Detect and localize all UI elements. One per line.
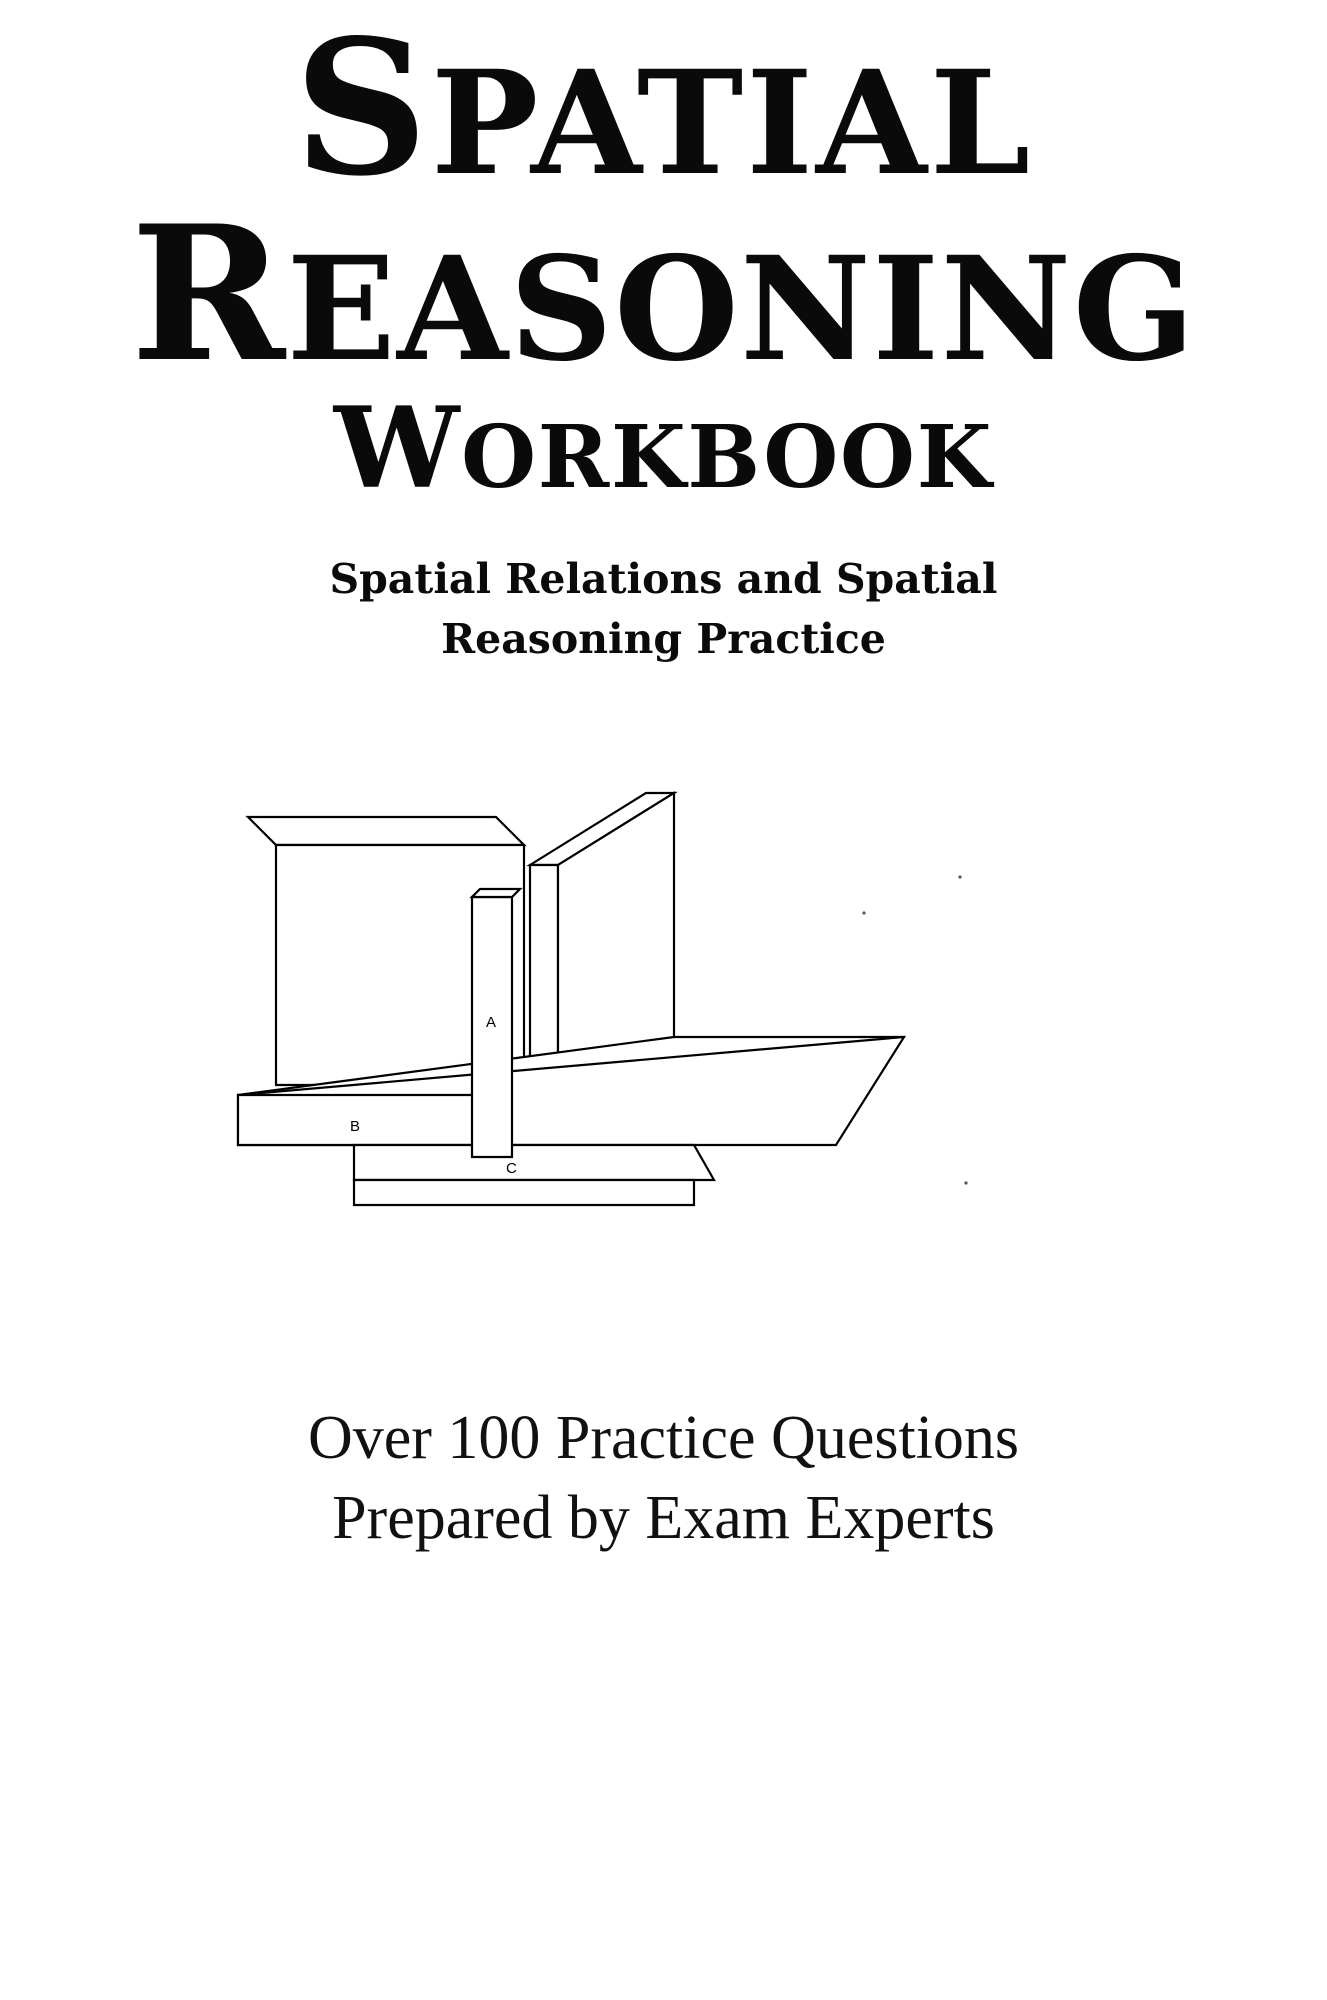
title-block (0, 0, 1327, 514)
cover-footer-line-1: Over 100 Practice Questions (307, 1404, 1020, 1473)
lower-plate-top-face (354, 1145, 714, 1180)
isometric-block-assembly-illustration (224, 765, 1104, 1285)
speckle-dot (964, 1182, 967, 1185)
left-block-top-face (248, 817, 524, 845)
cover-title-line-3 (0, 382, 1327, 514)
figure-label-a: A (485, 1014, 496, 1032)
cover-subtitle-line-1: Spatial Relations and Spatial (329, 555, 998, 604)
cover-subtitle (234, 550, 1094, 669)
cover-title-line-1 (0, 0, 1327, 217)
cover-figure (0, 765, 1327, 1325)
cover-title-line-3-text: WORKBOOK (333, 382, 994, 514)
cover-title-line-2 (0, 183, 1327, 403)
base-plate-left-end (238, 1095, 486, 1145)
cover-title-line-2-text: REASONING (130, 183, 1197, 403)
upright-bar-a-top (472, 889, 520, 897)
cover-title-line-1-text: SPATIAL (293, 0, 1034, 217)
figure-label-b: B (349, 1118, 360, 1136)
cover-subtitle-line-2: Reasoning Practice (441, 614, 886, 663)
cover-footer (114, 1399, 1214, 1558)
figure-label-c: C (505, 1160, 517, 1178)
cover-footer-line-2: Prepared by Exam Experts (332, 1483, 995, 1552)
speckle-dot (862, 912, 865, 915)
lower-plate-front-face (354, 1180, 694, 1205)
speckle-dot (958, 876, 961, 879)
